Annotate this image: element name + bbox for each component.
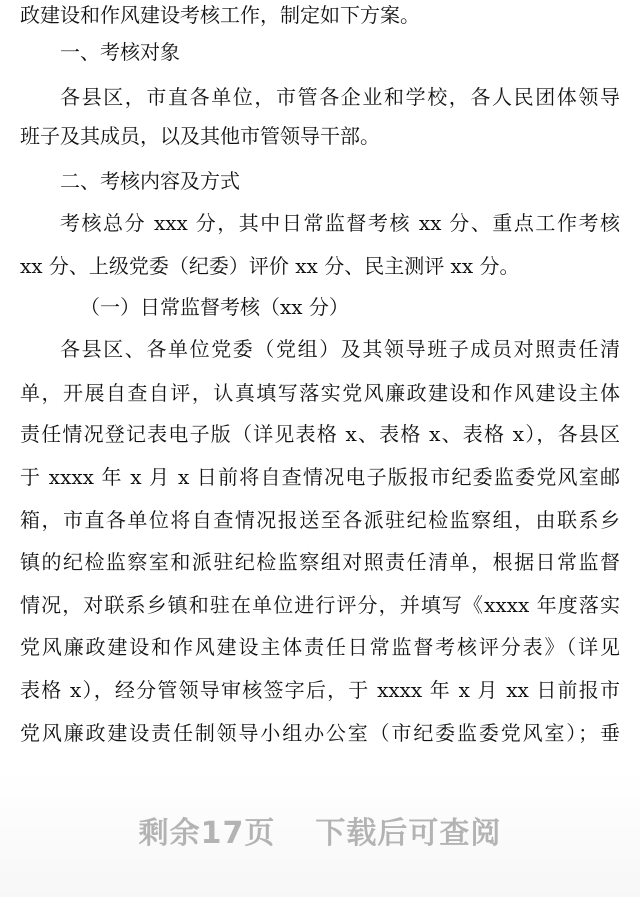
text-line: 镇的纪检监察室和派驻纪检监察组对照责任清单，根据日常监督 [20,550,620,574]
text-line: 于 xxxx 年 x 月 x 日前将自查情况电子版报市纪委监委党风室邮 [20,465,620,489]
text-line: 政建设和作风建设考核工作，制定如下方案。 [20,3,420,27]
remaining-pages-label: 剩余17页 [138,816,276,851]
text-line: 箱，市直各单位将自查情况报送至各派驻纪检监察组，由联系乡 [20,508,620,532]
subsection-heading: （一）日常监督考核（xx 分） [80,295,349,319]
text-line: 情况，对联系乡镇和驻在单位进行评分，并填写《xxxx 年度落实 [20,593,620,617]
text-line: 各县区、各单位党委（党组）及其领导班子成员对照责任清 [60,337,620,361]
text-line: 各县区，市直各单位，市管各企业和学校，各人民团体领导 [60,85,620,109]
text-line: xx 分、上级党委（纪委）评价 xx 分、民主测评 xx 分。 [20,254,520,278]
text-line: 党风廉政建设责任制领导小组办公室（市纪委监委党风室）；垂 [20,721,620,745]
text-line: 责任情况登记表电子版（详见表格 x、表格 x、表格 x），各县区 [20,422,620,446]
text-line: 表格 x），经分管领导审核签字后，于 xxxx 年 x 月 xx 日前报市 [20,678,620,702]
text-line: 班子及其成员，以及其他市管领导干部。 [20,124,380,148]
text-line: 考核总分 xxx 分，其中日常监督考核 xx 分、重点工作考核 [60,211,620,235]
download-prompt[interactable] [0,808,640,852]
download-to-view-label: 下载后可查阅 [315,816,502,851]
section-heading: 一、考核对象 [60,40,180,64]
text-line: 单，开展自查自评，认真填写落实党风廉政建设和作风建设主体 [20,381,620,405]
text-line: 党风廉政建设和作风建设主体责任日常监督考核评分表》（详见 [20,635,620,659]
section-heading: 二、考核内容及方式 [60,169,240,193]
